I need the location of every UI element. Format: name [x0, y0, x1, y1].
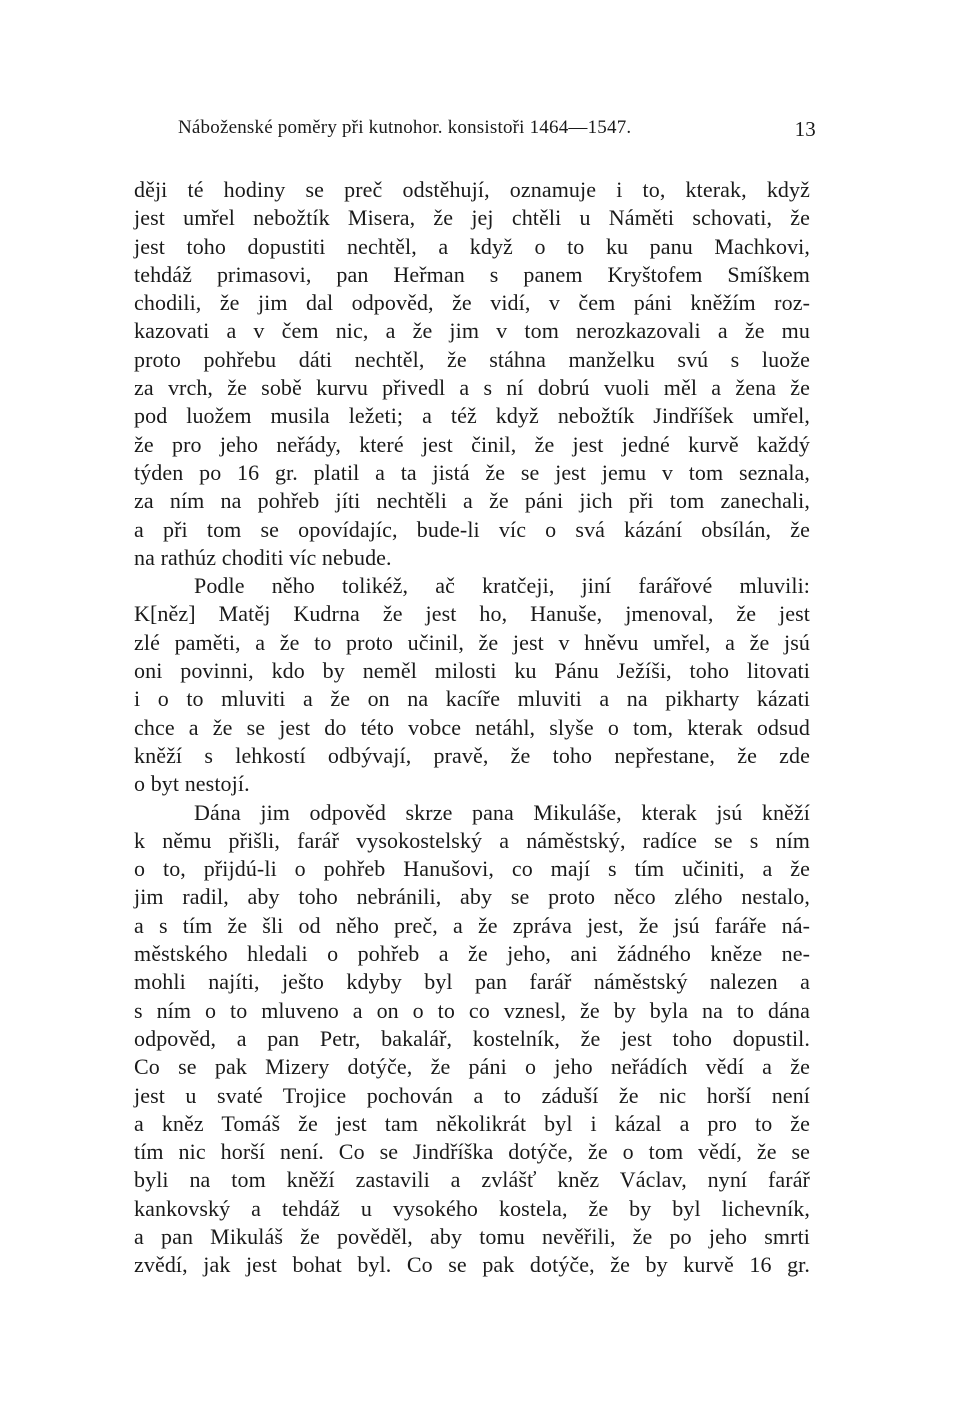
text-line: tehdáž primasovi, pan Heřman s panem Kryštofem Smíškem [134, 261, 810, 287]
text-line: tím nic horší není. Co se Jindříška dotýče, že o tom vědí, že se [134, 1139, 810, 1165]
running-head [178, 117, 816, 147]
text-line: jest u svaté Trojice pochován a to záduší že nic horší není [134, 1082, 810, 1108]
text-line: týden po 16 gr. platil a ta jistá že se jest jemu v tom seznala, [134, 459, 810, 485]
text-line: za vrch, že sobě kurvu přivedl a s ní dobrú vuoli měl a žena že [134, 375, 810, 401]
text-line: Podle něho tolikéž, ač kratčeji, jiní farářové mluvili: [194, 573, 810, 599]
text-line: jest umřel nebožtík Misera, že jej chtěli u Náměti schovati, že [134, 205, 810, 231]
text-line: Dána jim odpověd skrze pana Mikuláše, kterak jsú kněží [194, 799, 810, 825]
text-line: s ním o to mluveno a on o to co vznesl, že by byla na to dána [134, 997, 810, 1023]
text-line: že pro jeho neřády, které jest činil, že jest jedné kurvě každý [134, 431, 810, 457]
text-line: městského hledali o pohřeb a že jeho, ani žádného kněze ne- [134, 941, 810, 967]
text-line: zvědí, jak jest bohat byl. Co se pak dotýče, že by kurvě 16 gr. [134, 1252, 810, 1278]
text-line: oni povinni, kdo by neměl milosti ku Pánu Ježíši, toho litovati [134, 658, 810, 684]
text-line: kankovský a tehdáž u vysokého kostela, že by byl lichevník, [134, 1195, 810, 1221]
text-line: k němu přišli, farář vysokostelský a náměstský, radíce se s ním [134, 827, 810, 853]
text-line: i o to mluviti a že on na kacíře mluviti a na pikharty kázati [134, 686, 810, 712]
text-line: a při tom se opovídajíc, bude-li víc o svá kázání obsílán, že [134, 516, 810, 542]
text-line: byli na tom kněží zastavili a zvlášť kněz Václav, nyní farář [134, 1167, 810, 1193]
text-line: mohli najíti, ješto kdyby byl pan farář náměstský nalezen a [134, 969, 810, 995]
text-line: chce a že se jest do této vobce netáhl, slyše o tom, kterak odsud [134, 714, 810, 740]
text-line: zlé paměti, a že to proto učinil, že jest v hněvu umřel, a že jsú [134, 629, 810, 655]
text-line: kazovati a v čem nic, a že jim v tom nerozkazovali a že mu [134, 318, 810, 344]
text-line: za ním na pohřeb jíti nechtěli a že páni jich při tom zanechali, [134, 488, 810, 514]
text-line: jest toho dopustiti nechtěl, a když o to ku panu Machkovi, [134, 233, 810, 259]
text-line: Co se pak Mizery dotýče, že páni o jeho neřádích vědí a že [134, 1054, 810, 1080]
text-line: chodili, že jim dal odpověd, že vidí, v čem páni kněžím roz- [134, 290, 810, 316]
text-line: jim radil, aby toho nebránili, aby se proto něco zlého nestalo, [134, 884, 810, 910]
page-number: 13 [794, 117, 816, 141]
body-text [134, 176, 810, 1280]
text-line: na rathúz choditi víc nebude. [134, 544, 392, 570]
text-line: a pan Mikuláš že pověděl, aby tomu nevěřili, že po jeho smrti [134, 1223, 810, 1249]
text-line: o byt nestojí. [134, 771, 250, 797]
text-line: pod luožem musila ležeti; a též když nebožtík Jindříšek umřel, [134, 403, 810, 429]
text-line: odpověd, a pan Petr, bakalář, kostelník, že jest toho dopustil. [134, 1025, 810, 1051]
text-line: proto pohřebu dáti nechtěl, že stáhna manželku svú s luože [134, 346, 810, 372]
text-line: K[něz] Matěj Kudrna že jest ho, Hanuše, jmenoval, že jest [134, 601, 810, 627]
running-head-title: Náboženské poměry při kutnohor. konsistoři 1464—1547. [178, 117, 632, 138]
text-line: o to, přijdú-li o pohřeb Hanušovi, co mají s tím učiniti, a že [134, 856, 810, 882]
text-line: kněží s lehkostí odbývají, pravě, že toho nepřestane, že zde [134, 742, 810, 768]
text-line: a kněz Tomáš že jest tam několikrát byl i kázal a pro to že [134, 1110, 810, 1136]
text-line: ději té hodiny se preč odstěhují, oznamuje i to, kterak, když [134, 177, 810, 202]
text-line: a s tím že šli od něho preč, a že zpráva jest, že jsú faráře ná- [134, 912, 810, 938]
